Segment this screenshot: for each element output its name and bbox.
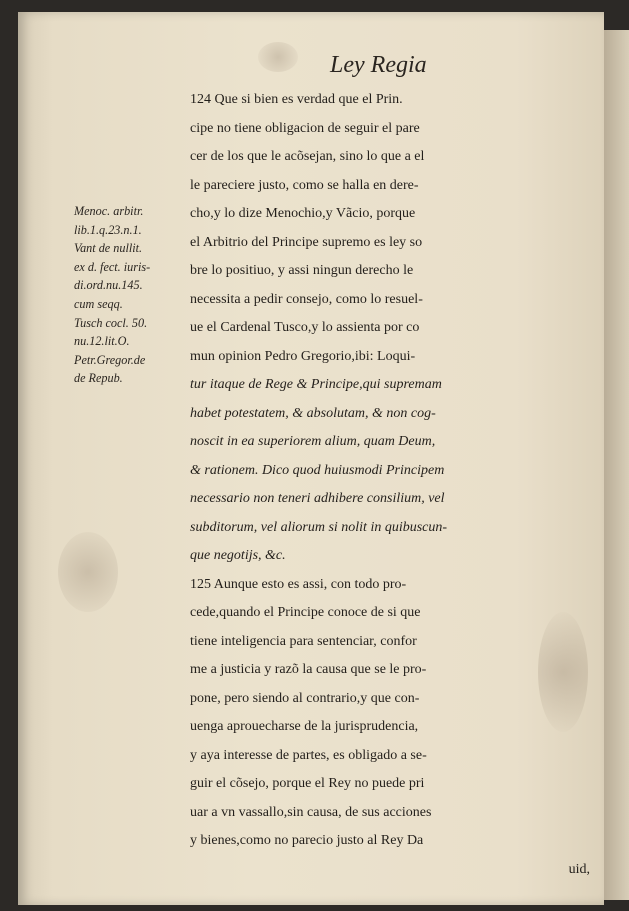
margin-note-line: Petr.Gregor.de	[74, 352, 146, 367]
body-text	[190, 86, 590, 884]
text-line: habet potestatem, & absolutam, & non cog-	[190, 405, 436, 421]
text-line: 124 Que si bien es verdad que el Prin.	[190, 92, 403, 107]
margin-note-line: Menoc. arbitr.	[74, 204, 144, 218]
margin-note-line: Tusch cocl. 50.	[74, 315, 148, 330]
text-line: uid,	[568, 861, 590, 877]
text-line: & rationem. Dico quod huiusmodi Principem	[190, 462, 445, 478]
text-line: uenga aprouecharse de la jurisprudencia,	[190, 719, 419, 734]
margin-notes	[74, 202, 192, 388]
text-line: y aya interesse de partes, es obligado a se-	[190, 747, 427, 763]
text-line: noscit in ea superiorem alium, quam Deum,	[190, 434, 436, 449]
margin-note-line: nu.12.lit.O.	[74, 334, 130, 349]
text-line: tiene inteligencia para sentenciar, confor	[190, 633, 417, 649]
text-line: 125 Aunque esto es assi, con todo pro-	[190, 576, 407, 592]
text-line: cho,y lo dize Menochio,y Vãcio, porque	[190, 206, 416, 221]
text-line: que negotijs, &c.	[190, 548, 286, 563]
margin-note-line: de Repub.	[74, 371, 123, 386]
margin-note-line: cum seqq.	[74, 296, 123, 311]
text-line: tur itaque de Rege & Principe,qui supremam	[190, 377, 442, 392]
text-line: necessario non teneri adhibere consilium, vel	[190, 491, 445, 506]
running-title: Ley Regia	[330, 52, 427, 78]
text-line: y bienes,como no parecio justo al Rey Da	[190, 833, 424, 848]
paper-stain	[58, 532, 118, 612]
margin-note-line: di.ord.nu.145.	[74, 278, 143, 293]
text-line: guir el cõsejo, porque el Rey no puede pri	[190, 776, 425, 791]
text-line: le pareciere justo, como se halla en dere-	[190, 177, 419, 193]
text-line: cede,quando el Principe conoce de si que	[190, 605, 421, 620]
text-line: el Arbitrio del Principe supremo es ley so	[190, 234, 423, 250]
margin-note-line: ex d. fect. iuris-	[74, 259, 151, 274]
paper-stain	[258, 42, 298, 72]
text-line: bre lo positiuo, y assi ningun derecho le	[190, 263, 414, 278]
text-line: subditorum, vel aliorum si nolit in quibuscun-	[190, 519, 448, 535]
text-line: cipe no tiene obligacion de seguir el pare	[190, 120, 420, 136]
text-line: necessita a pedir consejo, como lo resuel-	[190, 291, 423, 307]
text-line: ue el Cardenal Tusco,y lo assienta por co	[190, 320, 420, 335]
facing-page-edge	[604, 30, 629, 900]
margin-note-line: lib.1.q.23.n.1.	[74, 222, 142, 237]
text-line: me a justicia y razõ la causa que se le pro-	[190, 662, 427, 677]
text-line: uar a vn vassallo,sin causa, de sus acciones	[190, 804, 432, 820]
margin-note-line: Vant de nullit.	[74, 241, 143, 256]
text-line: pone, pero siendo al contrario,y que con-	[190, 690, 420, 706]
text-line: mun opinion Pedro Gregorio,ibi: Loqui-	[190, 348, 416, 364]
text-line: cer de los que le acõsejan, sino lo que a el	[190, 149, 425, 164]
